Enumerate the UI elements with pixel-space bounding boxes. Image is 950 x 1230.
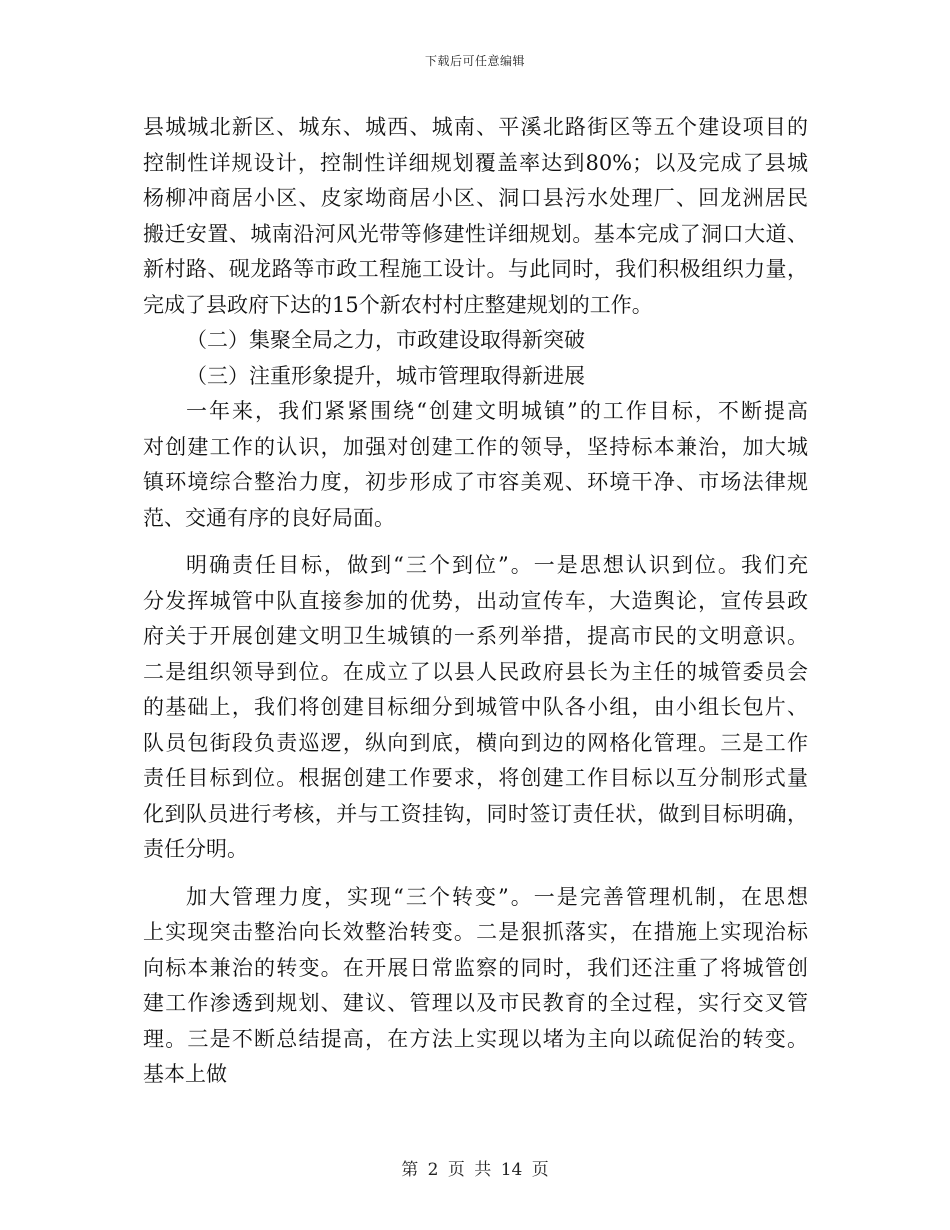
paragraph-three-in-place: [143, 548, 808, 868]
text-line: 二是组织领导到位。在成立了以县人民政府县长为主任的城管委员会: [143, 659, 808, 684]
text-line: 责任分明。: [143, 837, 248, 861]
paragraph-civilization-goal: [143, 394, 808, 536]
text-line: 县城城北新区、城东、城西、城南、平溪北路街区等五个建设项目的: [143, 115, 808, 139]
text-line: 上实现突击整治向长效整治转变。二是狠抓落实，在措施上实现治标: [143, 920, 808, 944]
text-line: 队员包街段负责巡逻，纵向到底，横向到边的网格化管理。三是工作: [143, 730, 808, 755]
text-line: 建工作渗透到规划、建议、管理以及市民教育的全过程，实行交叉管: [143, 991, 808, 1015]
text-line: 理。三是不断总结提高，在方法上实现以堵为主向以疏促治的转变。: [143, 1026, 808, 1051]
text-line: 范、交通有序的良好局面。: [143, 505, 395, 530]
page-footer: 第 2 页 共 14 页: [401, 1160, 549, 1180]
text-line: 对创建工作的认识，加强对创建工作的领导，坚持标本兼治，加大城: [143, 434, 808, 459]
heading-section-3: [143, 359, 808, 395]
text-line: 明确责任目标，做到“三个到位”。一是思想认识到位。我们充: [186, 553, 808, 577]
text-line: 搬迁安置、城南沿河风光带等修建性详细规划。基本完成了洞口大道、: [143, 221, 808, 246]
text-line: 化到队员进行考核，并与工资挂钩，同时签订责任状，做到目标明确，: [143, 801, 808, 826]
heading-section-2: [143, 323, 808, 359]
paragraph-planning-continued: [143, 110, 808, 323]
paragraph-gap: [143, 868, 808, 880]
page-header: 下载后可任意编辑: [424, 54, 525, 68]
text-line: （二）集聚全局之力，市政建设取得新突破: [186, 328, 585, 352]
paragraph-gap: [143, 536, 808, 548]
text-line: 镇环境综合整治力度，初步形成了市容美观、环境干净、市场法律规: [143, 470, 808, 494]
document-body: [143, 110, 808, 1093]
text-line: 府关于开展创建文明卫生城镇的一系列举措，提高市民的文明意识。: [143, 624, 808, 648]
text-line: 基本上做: [143, 1062, 227, 1086]
text-line: （三）注重形象提升，城市管理取得新进展: [186, 363, 585, 388]
paragraph-three-transformations: [143, 880, 808, 1093]
text-line: 向标本兼治的转变。在开展日常监察的同时，我们还注重了将城管创: [143, 955, 808, 980]
text-line: 分发挥城管中队直接参加的优势，出动宣传车，大造舆论，宣传县政: [143, 588, 808, 613]
text-line: 一年来，我们紧紧围绕“创建文明城镇”的工作目标，不断提高: [186, 399, 808, 423]
text-line: 新村路、砚龙路等市政工程施工设计。与此同时，我们积极组织力量，: [143, 257, 808, 281]
text-line: 控制性详规设计，控制性详细规划覆盖率达到80%；以及完成了县城: [143, 150, 808, 175]
text-line: 完成了县政府下达的15个新农村村庄整建规划的工作。: [143, 292, 653, 317]
text-line: 杨柳冲商居小区、皮家坳商居小区、洞口县污水处理厂、回龙洲居民: [143, 186, 808, 210]
text-line: 的基础上，我们将创建目标细分到城管中队各小组，由小组长包片、: [143, 695, 808, 719]
text-line: 责任目标到位。根据创建工作要求，将创建工作目标以互分制形式量: [143, 766, 808, 790]
text-line: 加大管理力度，实现“三个转变”。一是完善管理机制，在思想: [186, 884, 808, 909]
